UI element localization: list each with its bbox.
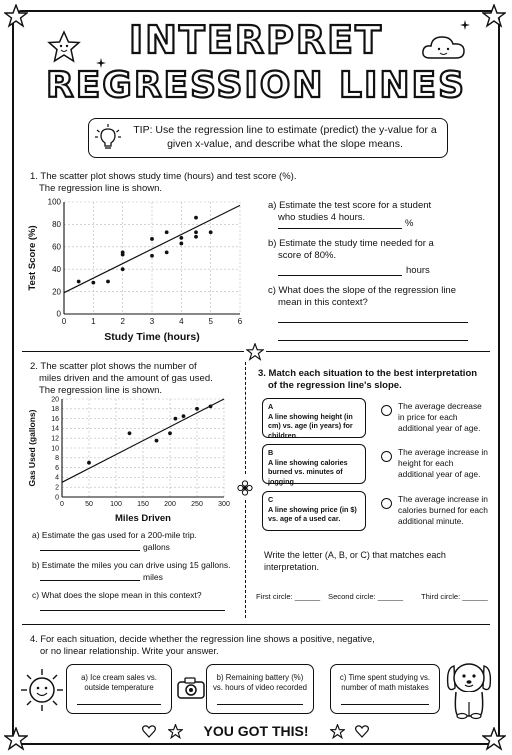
data-point [194,216,198,220]
section-divider [22,624,490,625]
q2a-text: a) Estimate the gas used for a 200-mile trip. [32,530,197,540]
card-a-line2: outside temperature [84,683,154,692]
data-point [194,230,198,234]
q1-prompt-line2: The regression line is shown. [39,183,163,194]
data-point [195,407,199,411]
data-point [128,431,132,435]
q1c-answer-line-2[interactable] [278,340,468,341]
tip-box [88,118,448,158]
q2b-text: b) Estimate the miles you can drive using 15 gallons. [32,560,231,570]
second-circle-answer[interactable]: Second circle: ______ [328,592,404,601]
q2-prompt-line3: The regression line is shown. [39,385,163,396]
match-box-c [262,491,366,531]
match-box-b [262,444,366,484]
y-tick-label: 14 [51,425,59,433]
data-point [165,251,169,255]
puppy-icon [444,656,494,720]
answer-circle-3[interactable] [381,498,392,509]
answer-circle-1[interactable] [381,405,392,416]
star-icon [4,727,28,751]
y-tick-label: 4 [55,474,59,482]
q1c-line2: mean in this context? [278,297,368,308]
q2-prompt-line2: miles driven and the amount of gas used. [39,373,213,384]
heart-icon [142,725,156,738]
y-tick-label: 10 [51,445,59,453]
match-box-a [262,398,366,438]
interpretation-3: The average increase in calories burned for each additional minute. [398,494,488,526]
x-tick-label: 2 [120,317,125,326]
q1-prompt-line1: 1. The scatter plot shows study time (hours) and test score (%). [30,171,297,182]
tip-text: TIP: Use the regression line to estimate (predict) the y-value for a given x-value, and describe what the slope means. [133,124,437,150]
match-text-b: A line showing calories burned vs. minutes of jogging. [268,457,348,486]
y-tick-label: 8 [55,455,59,463]
match-text-c: A line showing price (in $) vs. age of a used car. [268,504,357,523]
y-tick-label: 18 [51,406,59,414]
q2-prompt-line1: 2. The scatter plot shows the number of [30,361,197,372]
y-tick-label: 2 [55,484,59,492]
data-point [121,267,125,271]
q2c-answer-line[interactable] [40,610,225,611]
third-circle-answer[interactable]: Third circle: ______ [421,592,488,601]
star-icon [330,724,345,739]
title-line-1: INTERPRET [128,18,384,62]
q3-instruction-line2: interpretation. [264,562,320,572]
data-point [121,251,125,255]
data-point [182,414,186,418]
y-tick-label: 12 [51,435,59,443]
card-c-answer-line[interactable] [341,704,429,705]
title-line-2: REGRESSION LINES [45,65,467,106]
star-icon [246,343,264,361]
data-point [174,417,178,421]
answer-circle-2[interactable] [381,451,392,462]
y-tick-label: 16 [51,415,59,423]
column-divider [245,362,246,474]
x-tick-label: 300 [218,501,230,508]
y-tick-label: 6 [55,464,59,472]
x-tick-label: 1 [91,317,96,326]
footer-message: YOU GOT THIS! [203,723,309,739]
q2a-unit: gallons [143,542,170,552]
card-a-line1: a) Ice cream sales vs. [81,673,157,682]
lightbulb-icon [95,124,121,152]
data-point [194,235,198,239]
x-tick-label: 4 [179,317,184,326]
q4-prompt-line1: 4. For each situation, decide whether the regression line shows a positive, negative, [30,634,375,644]
miles-gas-scatter-plot [26,393,240,525]
star-icon [482,727,506,751]
q1a-line1: a) Estimate the test score for a student [268,200,432,211]
camera-icon [176,676,206,700]
sun-icon [20,668,64,712]
x-tick-label: 3 [149,317,155,326]
card-a-answer-line[interactable] [77,704,161,705]
q1a-line2: who studies 4 hours. [278,212,366,223]
situation-card-c [330,664,440,714]
study-time-scatter-plot [26,194,256,344]
x-axis-label: Study Time (hours) [104,331,200,343]
data-point [168,431,172,435]
x-tick-label: 250 [191,501,203,508]
data-point [106,280,110,284]
situation-card-b [206,664,314,714]
section-divider [22,351,244,352]
situation-card-a [66,664,172,714]
data-point [150,237,154,241]
q1b-line1: b) Estimate the study time needed for a [268,238,434,249]
card-b-line2: vs. hours of video recorded [212,683,308,692]
q1b-unit: hours [406,265,430,276]
x-tick-label: 200 [164,501,176,508]
data-point [91,281,95,285]
column-divider [245,500,246,618]
q4-prompt-line2: or no linear relationship. Write your answer. [40,646,219,656]
x-tick-label: 0 [60,501,64,508]
q2a-answer-line[interactable] [40,550,140,551]
card-b-answer-line[interactable] [217,704,303,705]
interpretation-2: The average increase in height for each additional year of age. [398,447,488,479]
y-axis-label: Test Score (%) [27,225,38,291]
card-c-line2: number of math mistakes [341,683,429,692]
interpretation-1: The average decrease in price for each additional year of age. [398,401,482,433]
x-tick-label: 6 [237,317,243,326]
q3-prompt-line2: of the regression line's slope. [268,380,402,391]
x-tick-label: 150 [137,501,149,508]
y-tick-label: 100 [47,197,61,207]
match-letter-a: A [268,402,274,411]
data-point [179,242,183,246]
match-letter-b: B [268,448,274,457]
match-letter-c: C [268,495,274,504]
x-tick-label: 0 [61,317,67,326]
x-tick-label: 5 [208,317,213,326]
section-divider [266,351,490,352]
data-point [209,230,213,234]
q1c-line1: c) What does the slope of the regression line [268,285,456,296]
data-point [150,254,154,258]
q2b-unit: miles [143,572,163,582]
y-tick-label: 0 [55,494,59,502]
card-c-line1: c) Time spent studying vs. [339,673,431,682]
data-point [77,280,81,284]
q3-prompt-line1: 3. Match each situation to the best interpretation [258,368,478,379]
y-tick-label: 40 [52,264,61,274]
match-text-a: A line showing height (in cm) vs. age (in years) for children. [268,411,353,440]
y-tick-label: 20 [52,287,61,297]
first-circle-answer[interactable]: First circle: ______ [256,592,321,601]
heart-icon [355,725,369,738]
x-axis-label: Miles Driven [115,513,171,524]
q1c-answer-line-1[interactable] [278,322,468,323]
q1a-unit: % [405,218,414,229]
q3-instruction-line1: Write the letter (A, B, or C) that matches each [264,550,446,560]
data-point [155,439,159,443]
data-point [209,404,213,408]
q2c-text: c) What does the slope mean in this context? [32,590,202,600]
y-tick-label: 60 [52,242,61,252]
card-b-line1: b) Remaining battery (%) [216,673,304,682]
y-tick-label: 0 [56,309,61,319]
data-point [165,230,169,234]
data-point [87,461,91,465]
q1a-answer-line[interactable] [278,228,402,229]
y-tick-label: 20 [51,396,59,404]
star-icon [168,724,183,739]
q1b-answer-line[interactable] [278,275,402,276]
q1b-line2: score of 80%. [278,250,337,261]
y-axis-label: Gas Used (gallons) [27,409,37,487]
x-tick-label: 100 [110,501,122,508]
y-tick-label: 80 [52,220,61,230]
data-point [179,236,183,240]
x-tick-label: 50 [85,501,93,508]
flower-icon [237,480,253,496]
q2b-answer-line[interactable] [40,580,140,581]
